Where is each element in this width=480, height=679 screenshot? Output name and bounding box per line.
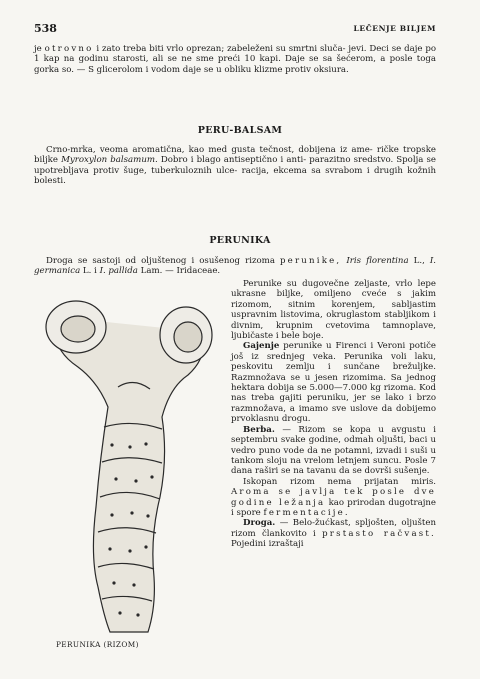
page-number: 538: [34, 22, 57, 35]
running-title: LEČENJE BILJEM: [353, 24, 436, 33]
perunika-column: [231, 279, 436, 550]
gajenje-paragraph: Gajenje perunike u Firenci i Veroni potiče još iz srednjeg veka. Perunika voli laku, peskovitu zemlju i sunčane brežuljke. Razmnožava se u jesen rizomima. Sa jednog hektara dobija se 5.000—7.000 kg rizoma. Kod nas treba gajiti peruniku, jer se lako i brzo razmnožava, a imamo sve uslove da dobijemo prvoklasnu drogu.: [231, 341, 437, 425]
aroma-paragraph: Iskopan rizom nema prijatan miris. Aroma se javlja tek posle dve godine ležanja kao prirodan dugotrajne i spore fermentacije.: [231, 476, 437, 518]
perunika-intro: Droga se sastoji od oljuštenog i osušenog rizoma perunike, Iris florentina L., I. germanica L. i I. pallida Lam. — Iridaceae.: [34, 256, 436, 277]
figure-caption: PERUNIKA (RIZOM): [56, 640, 139, 649]
rhizome-illustration: [38, 287, 216, 639]
intro-paragraph: je otrovno i zato treba biti vrlo oprezan; zabeleženi su smrtni sluča- jevi. Deci se daje po 1 kap na godinu starosti, ali se ne sme preći 10 kapi. Daje se sa šećerom, a posle toga gorka so. — S glicerolom i vodom daje se u obliku klizme protiv oksiura.: [34, 44, 436, 75]
description-paragraph: Perunike su dugovečne zeljaste, vrlo lepe ukrasne biljke, omiljeno cveće s jakim rizomom, sitnim korenjem, sabljastim uspravnim listovima, okruglastom stabljikom i divnim, krupnim cvetovima tamnoplave, ljubičaste i bele boje.: [231, 279, 436, 342]
berba-paragraph: Berba. — Rizom se kopa u avgustu i septembru svake godine, odmah oljušti, baci u vedro puno vode da ne potamni, izvadi i suši u tankom sloju na vrelom letnjem suncu. Posle 7 dana raširi se na tavanu da se dovrši sušenje.: [231, 424, 436, 477]
droga-paragraph: Droga. — Belo-žućkast, spljošten, oljušten rizom člankovito i prstasto račvast. Pojedini izraštaji: [231, 518, 437, 550]
page-header: [34, 22, 436, 36]
peru-balsam-paragraph: Crno-mrka, veoma aromatična, kao med gusta tečnost, dobijena iz ame- ričke tropske biljke Myroxylon balsamum. Dobro i blago antiseptično i anti- parazitno sredstvo. Spolja se upotrebljava protiv šuge, tuberkuloznih ulce- racija, ekcema sa svrabom i drugih kožnih bolesti.: [34, 145, 436, 187]
section-title-peru-balsam: PERU-BALSAM: [197, 125, 283, 136]
section-title-perunika: PERUNIKA: [209, 235, 271, 246]
